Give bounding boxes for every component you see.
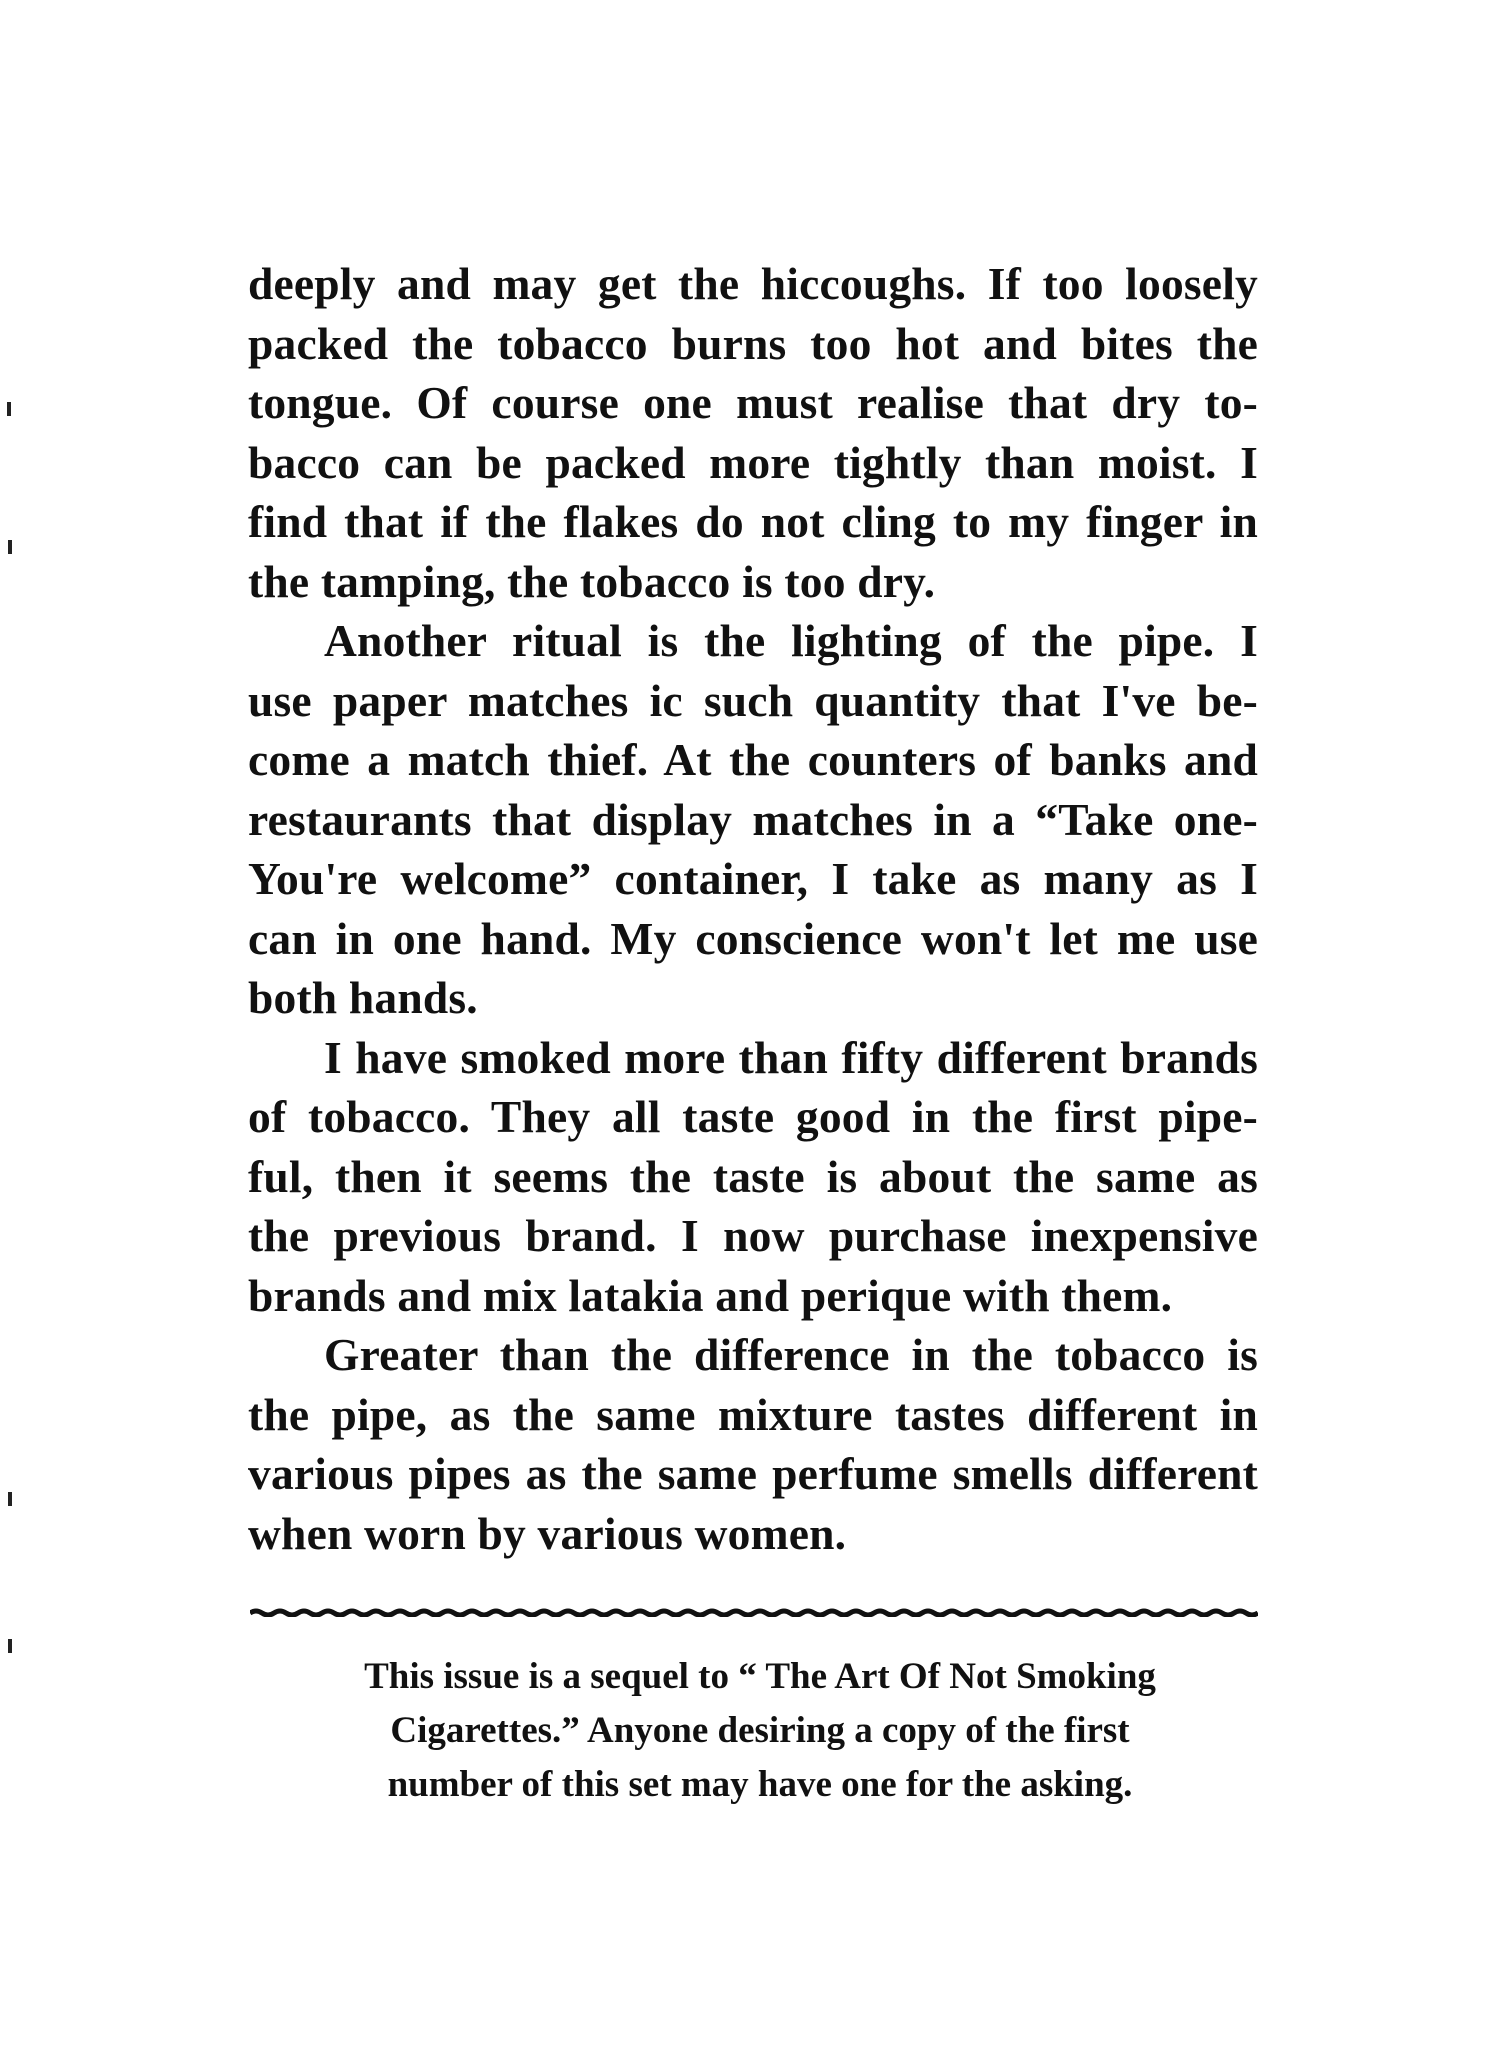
text-line: restaurants that display matches in a “Take one-	[248, 793, 1258, 845]
paragraph-1	[248, 254, 1258, 611]
paragraph-4	[248, 1325, 1258, 1563]
scan-speck	[8, 1639, 12, 1653]
scan-speck	[7, 402, 11, 416]
footnote-line: number of this set may have one for the asking.	[387, 1764, 1133, 1805]
scan-speck	[8, 540, 12, 554]
text-line: the tamping, the tobacco is too dry.	[248, 555, 936, 607]
text-line: brands and mix latakia and perique with them.	[248, 1269, 1173, 1321]
text-line: various pipes as the same perfume smells different	[248, 1448, 1258, 1499]
text-line: packed the tobacco burns too hot and bites the	[248, 317, 1258, 369]
text-line: can in one hand. My conscience won't let me use	[248, 912, 1258, 964]
text-line: the previous brand. I now purchase inexpensive	[248, 1210, 1258, 1261]
text-line: deeply and may get the hiccoughs. If too loosely	[248, 258, 1258, 309]
text-line: Another ritual is the lighting of the pipe. I	[324, 615, 1258, 666]
text-line: You're welcome” container, I take as many as I	[248, 853, 1258, 904]
text-line: find that if the flakes do not cling to my finger in	[248, 496, 1258, 547]
text-line: use paper matches ic such quantity that I've be-	[248, 674, 1258, 726]
paragraph-3	[248, 1028, 1258, 1326]
footnote-line: Cigarettes.” Anyone desiring a copy of the first	[390, 1710, 1130, 1751]
text-line: come a match thief. At the counters of banks and	[248, 734, 1258, 785]
text-line: ful, then it seems the taste is about the same as	[248, 1150, 1258, 1202]
text-line: of tobacco. They all taste good in the first pipe-	[248, 1091, 1258, 1142]
paragraph-2	[248, 611, 1258, 1028]
text-line: when worn by various women.	[248, 1507, 847, 1559]
text-line: both hands.	[248, 972, 478, 1023]
text-line: the pipe, as the same mixture tastes different in	[248, 1388, 1258, 1440]
footnote	[300, 1650, 1220, 1812]
decorative-rule	[250, 1608, 1258, 1617]
body-text	[248, 254, 1258, 1563]
scan-speck	[8, 1492, 12, 1506]
text-line: tongue. Of course one must realise that dry to-	[248, 377, 1258, 428]
footnote-line: This issue is a sequel to “ The Art Of Not Smoking	[364, 1656, 1156, 1697]
text-line: I have smoked more than fifty different brands	[324, 1031, 1258, 1083]
text-line: Greater than the difference in the tobacco is	[324, 1329, 1258, 1380]
text-line: bacco can be packed more tightly than moist. I	[248, 436, 1258, 488]
